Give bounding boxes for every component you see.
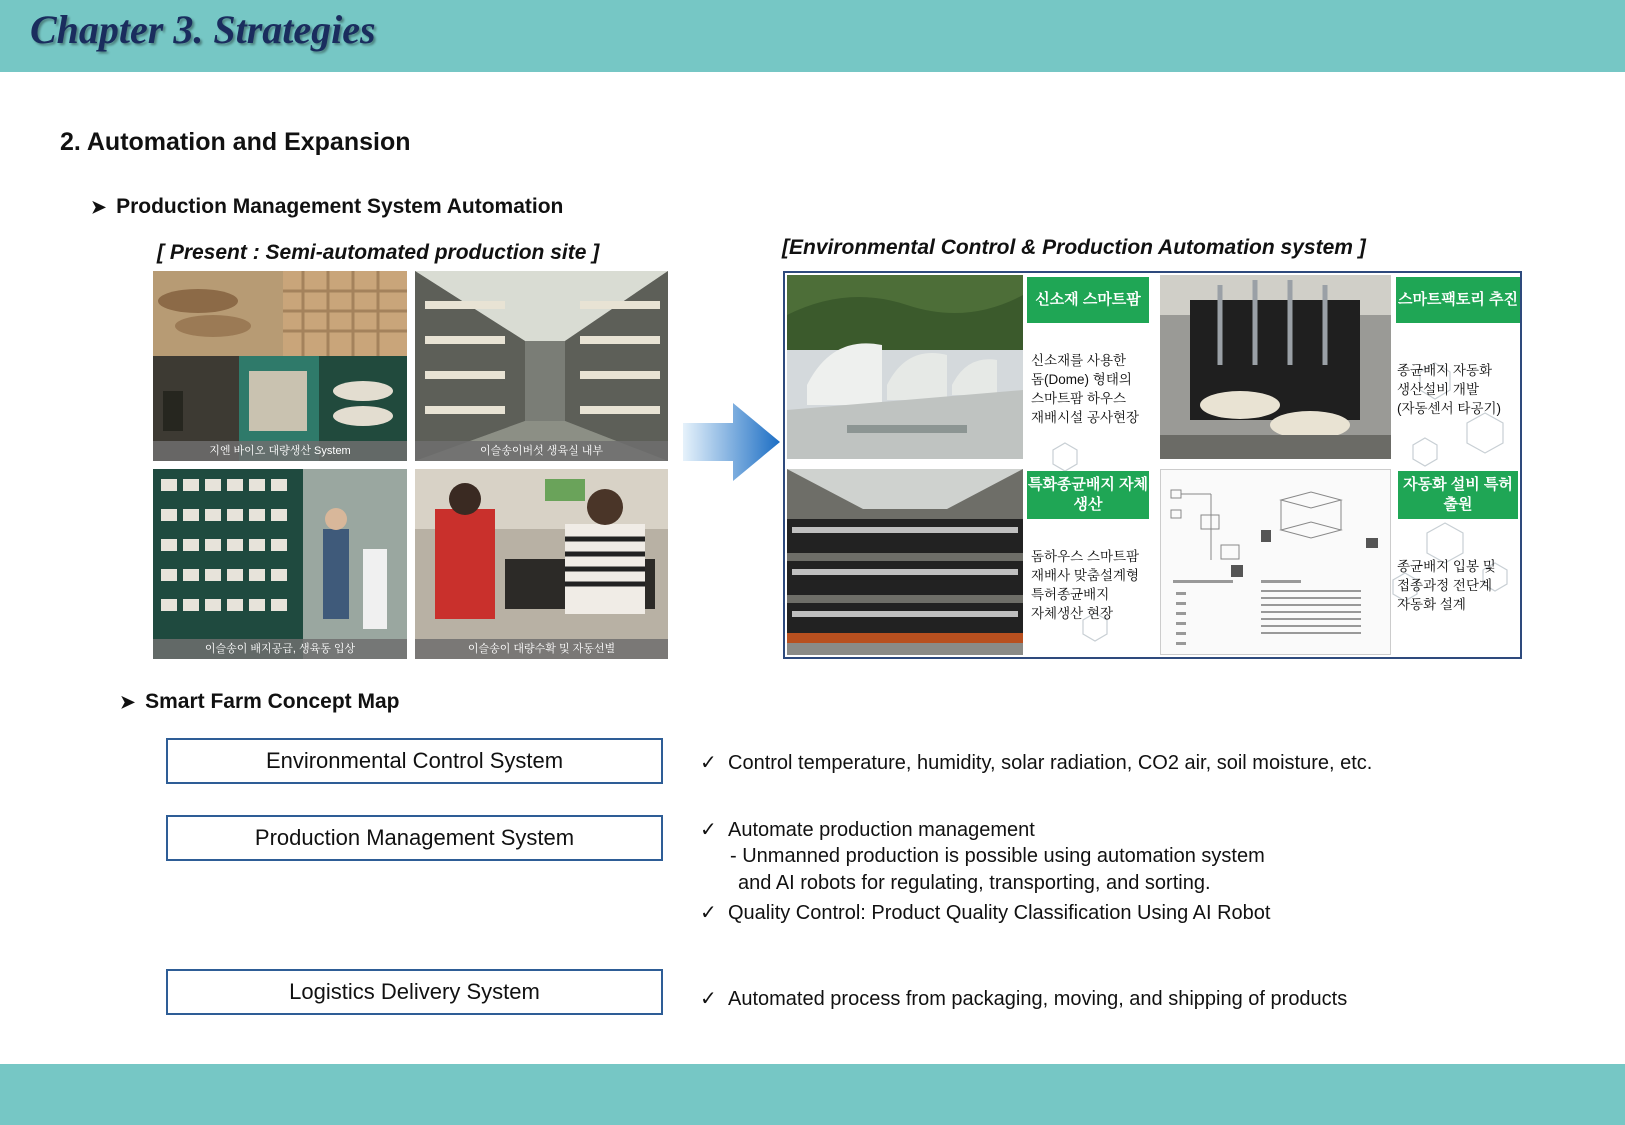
panel-desc-2: 종균배지 자동화 생산설비 개발 (자동센서 타공기) <box>1397 363 1502 416</box>
panel-schematic <box>1160 469 1391 655</box>
logistics-description <box>700 986 1347 1011</box>
left-caption: [ Present : Semi-automated production site ] <box>157 241 600 264</box>
production-management-box: Production Management System <box>166 815 663 861</box>
present-photo-grid <box>153 271 668 659</box>
arrow-bullet-icon: ➤ <box>120 691 136 712</box>
right-arrow-icon <box>683 403 780 481</box>
subsection-automation <box>91 195 563 219</box>
media-racks-image <box>787 469 1023 655</box>
checkmark-icon: ✓ <box>700 902 717 924</box>
panel-tag-2: 스마트팩토리 추진 <box>1396 277 1520 323</box>
section-title: 2. Automation and Expansion <box>60 128 411 156</box>
photo-label: 이슬송이버섯 생육실 내부 <box>415 441 668 461</box>
photo-label: 이슬송이 대량수확 및 자동선별 <box>415 639 668 659</box>
panel-desc-1: 신소재를 사용한 돔(Dome) 형태의 스마트팜 하우스 재배시설 공사현장 <box>1031 353 1140 425</box>
schematic-diagram-image <box>1161 470 1390 654</box>
prod-text-4: Quality Control: Product Quality Classification Using AI Robot <box>728 902 1271 924</box>
harvest-sorting-image <box>415 469 668 659</box>
env-text: Control temperature, humidity, solar radiation, CO2 air, soil moisture, etc. <box>728 752 1373 774</box>
panel-photo-racks <box>787 469 1023 655</box>
prod-text-3: and AI robots for regulating, transporting, and sorting. <box>738 872 1211 894</box>
prod-text-2: - Unmanned production is possible using automation system <box>730 845 1265 867</box>
environmental-control-box: Environmental Control System <box>166 738 663 784</box>
prod-description-1 <box>700 817 1035 842</box>
panel-tag-4: 자동화 설비 특허출원 <box>1398 471 1518 519</box>
arrow-bullet-icon: ➤ <box>91 196 107 217</box>
header-bar <box>0 0 1625 72</box>
dome-house-image <box>787 275 1023 459</box>
subsection-label: Smart Farm Concept Map <box>145 690 400 713</box>
mass-production-image <box>153 271 407 461</box>
automation-machine-image <box>1160 275 1391 459</box>
panel-photo-machine <box>1160 275 1391 459</box>
footer-bar <box>0 1064 1625 1125</box>
panel-photo-dome <box>787 275 1023 459</box>
panel-desc-3: 돔하우스 스마트팜 재배사 맞춤설계형 특허종균배지 자체생산 현장 <box>1031 549 1140 621</box>
chapter-title: Chapter 3. Strategies <box>30 7 376 52</box>
prod-description-4 <box>700 900 1270 925</box>
prod-text-1: Automate production management <box>728 819 1035 841</box>
growth-room-image <box>415 271 668 461</box>
checkmark-icon: ✓ <box>700 752 717 774</box>
photo-growth-room <box>415 271 668 461</box>
automation-system-panel <box>783 271 1522 659</box>
media-supply-image <box>153 469 407 659</box>
env-description <box>700 750 1372 775</box>
photo-label: 이슬송이 배지공급, 생육동 입상 <box>153 639 407 659</box>
subsection-label: Production Management System Automation <box>116 195 564 218</box>
photo-label: 지엔 바이오 대량생산 System <box>153 441 407 461</box>
checkmark-icon: ✓ <box>700 819 717 841</box>
subsection-concept-map <box>120 690 399 714</box>
logistics-text: Automated process from packaging, moving, and shipping of products <box>728 988 1348 1010</box>
checkmark-icon: ✓ <box>700 988 717 1010</box>
right-caption: [Environmental Control & Production Automation system ] <box>782 236 1366 259</box>
photo-media-supply <box>153 469 407 659</box>
panel-desc-4: 종균배지 입봉 및 접종과정 전단계 자동화 설계 <box>1397 559 1496 612</box>
photo-harvest-sorting <box>415 469 668 659</box>
logistics-delivery-box: Logistics Delivery System <box>166 969 663 1015</box>
panel-tag-1: 신소재 스마트팜 <box>1027 277 1149 323</box>
panel-tag-3: 특화종균배지 자체생산 <box>1027 471 1149 519</box>
photo-mass-production <box>153 271 407 461</box>
